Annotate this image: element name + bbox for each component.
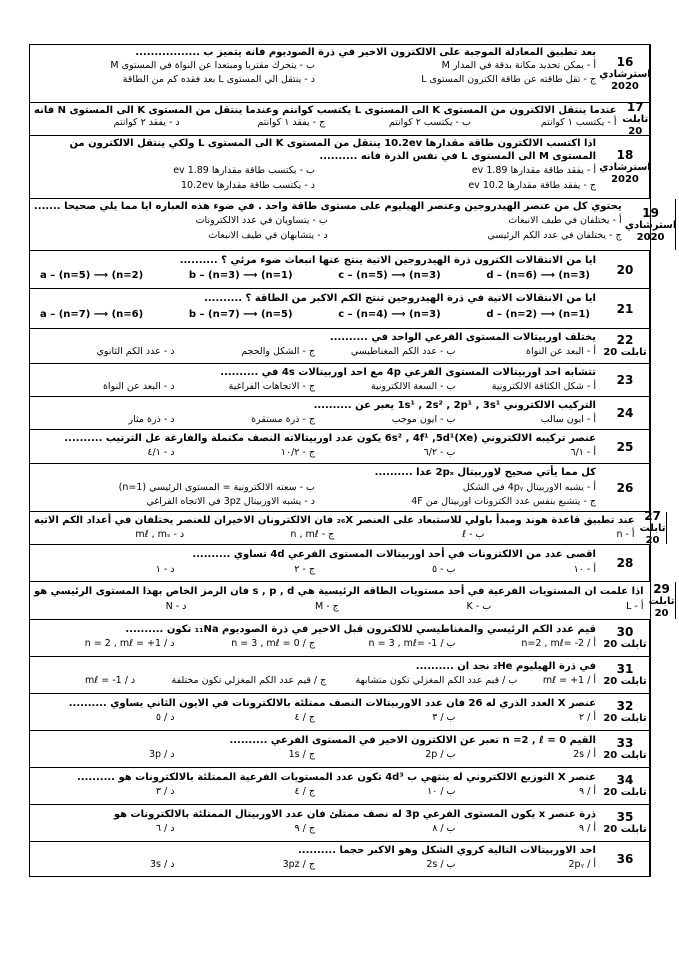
option-c: ج - ذرة مستقرة (251, 414, 315, 425)
question-stem: عنصر تركيبه الالكتروني (Xe)6s² , 4f¹ ,5d¹ يكون عدد اوربيتالاته النصف مكتملة والفارغة عل الترتيب .......... (64, 433, 596, 444)
question-row-31 (30, 657, 650, 694)
question-stem: اقصى عدد من الالكترونات في أحد اوربيتالات المستوى الفرعي 4d تساوي .......... (192, 549, 596, 560)
question-row-18 (30, 136, 650, 199)
question-number: 29 (653, 581, 670, 596)
question-stem: في ذرة الهيليوم ₂He نجد ان .......... (415, 661, 596, 672)
option-d: د / n = 2 , mℓ = +1 (84, 638, 175, 649)
question-stem: اذا اكتسب الالكترون طاقة مقدارها 10.2ev ينتقل من المستوى K الى المستوى L ولكي ينتقل الالكترون من المستوى M الى المستوى L في نفس الذرة فانه .......... (69, 138, 596, 162)
question-row-25 (30, 430, 650, 464)
question-body (30, 430, 601, 463)
question-body (30, 768, 601, 804)
question-body (30, 694, 601, 730)
option-d: د - يتشابهان في طيف الانبعاث (208, 230, 328, 241)
question-row-36 (30, 842, 650, 876)
option-b: ب - يكتسب طاقة مقدارها 1.89 ev (173, 165, 315, 176)
question-body (30, 364, 601, 396)
question-row-26 (30, 464, 650, 512)
question-number-cell (601, 251, 650, 288)
question-source-tag: تابلت 20 (603, 676, 647, 687)
question-stem: تتشابه احد اوربيتالات المستوى الفرعي 4p مع احد اوربيتالات 4s في .......... (220, 367, 596, 378)
option-a: أ / ٩ (579, 786, 596, 797)
option-c: ج - ٢ (294, 564, 315, 575)
option-d: د - ١ (155, 564, 175, 575)
transition-d: d – (n=6) ⟶ (n=3) (486, 270, 590, 281)
question-stem: قيم عدد الكم الرئيسي والمغناطيسي للالكترون قبل الاخير في ذرة الصوديوم ₁₁Na تكون .......... (125, 624, 596, 635)
question-row-16 (30, 45, 650, 103)
option-a: أ / mℓ = +1 (542, 675, 596, 686)
question-body (30, 251, 601, 288)
question-row-33 (30, 731, 650, 768)
question-number-cell (601, 657, 650, 693)
options (34, 117, 617, 129)
transition-c: c – (n=5) ⟶ (n=3) (338, 270, 441, 281)
option-a: أ / 2pᵧ (568, 859, 596, 870)
option-a: أ - ايون سالب (540, 414, 596, 425)
question-number: 22 (616, 333, 634, 347)
question-number: 19 (642, 205, 659, 220)
option-a: أ / ٩ (579, 823, 596, 834)
question-source-tag: استرشادي 2020 (624, 219, 677, 243)
transition-b: b – (n=7) ⟶ (n=5) (188, 309, 293, 320)
option-a: أ - شكل الكثافة الالكترونية (491, 381, 596, 392)
option-c: ج / ٩ (294, 823, 315, 834)
options (34, 381, 596, 393)
options (34, 447, 596, 459)
transition-options (34, 269, 596, 282)
option-a: أ - ٦/١ (570, 447, 596, 458)
option-c: ج / ٤ (294, 712, 315, 723)
question-stem: كل مما يأتي صحيح لاوربيتال 2pₓ عدا .......... (374, 467, 596, 478)
question-number-cell (601, 397, 650, 429)
transition-d: d – (n=2) ⟶ (n=1) (486, 309, 590, 320)
option-a: أ - يكتسب ١ كوانتم (540, 117, 617, 128)
exam-table (29, 44, 677, 877)
question-number-cell (649, 582, 676, 619)
options (34, 859, 596, 871)
question-number: 30 (616, 625, 634, 639)
question-number: 21 (616, 301, 634, 316)
question-row-22 (30, 329, 650, 364)
question-stem: احد الاوربيتالات التالية كروي الشكل وهو الاكبر حجما .......... (298, 845, 596, 856)
question-body (30, 464, 601, 511)
question-stem: اذا علمت ان المستويات الفرعية في أحد مستويات الطاقه الرئيسية هي s , p , d فان الرمز الخاص بهذا المستوى الرئيسي هو (34, 586, 644, 597)
question-number-cell (601, 620, 650, 656)
options (34, 601, 644, 613)
question-body (30, 45, 601, 102)
option-d: د / ٣ (155, 786, 175, 797)
question-body (30, 657, 601, 693)
question-number-cell (601, 430, 650, 463)
question-row-19 (30, 199, 677, 251)
transition-a: a – (n=5) ⟶ (n=2) (40, 270, 144, 281)
option-a: أ - يشبه الاوربيتال 4pᵧ في الشكل (462, 482, 596, 493)
question-stem: عندما ينتقل الالكترون من المستوى K الى المستوى L يكتسب كوانتم وعندما ينتقل من المستوى K الى المستوى N فانه (34, 105, 617, 116)
question-body (30, 329, 601, 363)
question-number-cell (601, 289, 650, 328)
question-source-tag: تابلت 20 (603, 750, 647, 761)
options (34, 712, 596, 724)
option-b: ب / 2p (425, 749, 456, 760)
question-source-tag: تابلت 20 (603, 639, 647, 650)
option-d: د - عدد الكم الثانوي (96, 346, 175, 357)
option-c: ج - الشكل والحجم (241, 346, 315, 357)
question-number-cell (601, 329, 650, 363)
option-d: د - ينتقل الي المستوى L بعد فقده كم من الطاقة (122, 74, 315, 85)
option-b: ب - يكتسب ٢ كوانتم (388, 117, 471, 128)
options (34, 675, 596, 687)
option-d: د - البعد عن النواة (102, 381, 175, 392)
option-b: ب - عدد الكم المغناطيسي (350, 346, 456, 357)
question-number: 24 (616, 406, 634, 420)
option-d: د / 3p (148, 749, 175, 760)
option-b: ب - السعة الالكترونية (370, 381, 456, 392)
option-b: ب - ٥ (431, 564, 456, 575)
question-row-30 (30, 620, 650, 657)
question-row-27 (30, 509, 666, 546)
option-c: ج - يختلفان في عدد الكم الرئيسي (487, 230, 622, 241)
question-source-tag: تابلت 20 (603, 787, 647, 798)
question-body (30, 199, 627, 250)
option-d: د - يشبه الاوربيتال 3pz في الاتجاه الفراغي (146, 496, 315, 507)
question-number: 32 (616, 699, 634, 713)
question-row-20 (30, 251, 650, 289)
question-row-23 (30, 364, 650, 397)
option-a: أ - n (616, 529, 635, 540)
question-row-29 (30, 581, 675, 620)
question-source-tag: تابلت 20 (603, 713, 647, 724)
option-a: أ - يختلفان في طيف الانبعاث (508, 215, 622, 226)
option-a: أ - يفقد طاقة مقدارها 1.89 ev (471, 165, 596, 176)
option-d: د - ٤/١ (147, 447, 175, 458)
option-a: أ / 2s (573, 749, 596, 760)
question-row-17 (30, 100, 650, 137)
option-b: ب - ايون موجب (391, 414, 456, 425)
question-number-cell (601, 768, 650, 804)
question-number: 16 (616, 54, 634, 69)
option-d: د / 3s (150, 859, 175, 870)
option-b: ب / قيم عدد الكم المغزلي تكون متشابهة (355, 675, 518, 686)
option-c: ج - يفقد طاقة مقدارها 10.2 ev (468, 180, 596, 191)
question-stem: بعد تطبيق المعادلة الموجبة على الالكترون الاخير في ذرة الصوديوم فانه يتميز ب ................. (135, 47, 596, 58)
question-number: 27 (644, 509, 661, 523)
question-stem: يحتوي كل من عنصر الهيدروجين وعنصر الهيليوم على مستوى طاقة واحد . في ضوء هذه العباره ايا مما يلي صحيحا ....... (34, 201, 622, 212)
question-number-cell (624, 199, 677, 250)
option-a: أ - يمكن تحديد مكانة بدقة في المدار M (441, 60, 596, 71)
question-number: 35 (616, 810, 634, 824)
question-row-34 (30, 768, 650, 805)
question-stem: التركيب الالكتروني 1s¹ , 2s² , 2p¹ , 3s¹ يعبر عن .......... (313, 400, 596, 411)
options (34, 749, 596, 761)
question-number: 18 (616, 148, 634, 162)
question-row-35 (30, 805, 650, 842)
transition-a: a – (n=7) ⟶ (n=6) (40, 309, 144, 320)
question-source-tag: استرشادي 2020 (599, 162, 651, 185)
question-body (30, 512, 640, 544)
option-d: د / mℓ = -1 (85, 675, 136, 686)
question-number: 20 (616, 262, 634, 277)
transition-c: c – (n=4) ⟶ (n=3) (338, 309, 441, 320)
question-number: 26 (616, 480, 634, 495)
question-number-cell (622, 100, 650, 137)
option-b: ب - سعته الالكترونية = المستوى الرئيسي (n=1) (118, 482, 315, 493)
question-number-cell (639, 509, 667, 546)
question-number-cell (601, 731, 650, 767)
option-c: ج - M (314, 601, 339, 612)
question-number: 36 (616, 852, 634, 866)
options (34, 786, 596, 798)
option-b: ب / ٣ (432, 712, 456, 723)
question-number-cell (601, 364, 650, 396)
question-source-tag: تابلت 20 (648, 595, 675, 619)
question-row-28 (30, 545, 650, 582)
question-body (30, 103, 622, 135)
question-number: 28 (616, 556, 634, 570)
option-b: ب - يتساويان في عدد الالكترونات (195, 215, 328, 226)
option-a: أ / n=2 , mℓ= -2 (521, 638, 596, 649)
option-d: د - يكتسب طاقة مقدارها 10.2ev (180, 180, 315, 191)
option-b: ب - يتحرك مقتربا ومبتعدا عن النواة في المستوى M (110, 60, 315, 71)
option-c: ج - يتشبع بنفس عدد الكترونات اوربيتال من 4F (411, 496, 596, 507)
options (34, 59, 596, 87)
question-stem: عنصر X العدد الذري له 26 فان عدد الاوربيتالات النصف ممتلئه بالالكترونات في الايون الثاني يساوي .......... (68, 698, 596, 709)
question-source-tag: تابلت 20 (639, 523, 666, 546)
options (34, 414, 596, 426)
option-a: أ / ٢ (579, 712, 596, 723)
question-stem: القيم n =2 , ℓ = 0 تعبر عن الالكترون الاخير في المستوى الفرعي .......... (229, 735, 596, 746)
options (34, 481, 596, 509)
option-c: ج / 3pz (282, 859, 315, 870)
option-d: د / ٦ (155, 823, 175, 834)
question-body (30, 731, 601, 767)
question-number: 17 (626, 100, 644, 114)
option-c: ج / ٤ (294, 786, 315, 797)
question-number-cell (601, 136, 650, 198)
question-body (30, 805, 601, 841)
question-stem: ايا من الانتقالات الاتية في ذرة الهيدروجين تنتج الكم الاكبر من الطاقة ؟ .......... (204, 293, 596, 304)
option-b: ب - K (466, 601, 492, 612)
question-body (30, 582, 649, 619)
question-stem: ذرة عنصر x يكون المستوى الفرعي 3p له نصف ممتلئ فان عدد الاوربيتال الممتلئة بالالكترونات هو (113, 809, 596, 820)
question-number: 31 (616, 662, 634, 676)
question-number-cell (601, 805, 650, 841)
question-body (30, 136, 601, 198)
option-c: ج - يفقد ١ كوانتم (257, 117, 326, 128)
option-d: د - mℓ , mₛ (135, 529, 185, 540)
option-d: د - N (165, 601, 187, 612)
option-a: أ - L (626, 601, 644, 612)
option-a: أ - البعد عن النواة (526, 346, 596, 357)
question-row-32 (30, 694, 650, 731)
option-b: ب / 2s (426, 859, 456, 870)
option-c: ج - تقل طاقته عن طاقة الكترون المستوى L (421, 74, 596, 85)
options (34, 163, 596, 193)
question-source-tag: استرشادي 2020 (599, 68, 651, 92)
option-b: ب - ٦/٢ (423, 447, 456, 458)
question-number-cell (601, 842, 650, 876)
option-c: ج / 1s (288, 749, 315, 760)
question-number: 34 (616, 773, 634, 787)
option-c: ج / n = 3 , mℓ = 0 (231, 638, 315, 649)
option-d: د - يفقد ٢ كوانتم (113, 117, 180, 128)
question-stem: عنصر X التوزيع الالكتروني له ينتهي ب 4d³ تكون عدد المستويات الفرعية الممتلئة بالالكترونات هو .......... (76, 772, 596, 783)
question-body (30, 545, 601, 581)
question-number: 33 (616, 736, 634, 750)
question-source-tag: تابلت 20 (622, 114, 649, 137)
options (34, 346, 596, 358)
question-stem: عند تطبيق قاعدة هوند ومبدأ باولي للاستبعاد على العنصر ₂₆X فان الالكترونان الاخيران للعنصر يختلفان في أعداد الكم الاتيه (34, 515, 635, 526)
options (34, 638, 596, 650)
option-d: د - ذرة مثار (128, 414, 175, 425)
question-body (30, 289, 601, 328)
option-c: ج - الاتجاهات الفراغية (228, 381, 315, 392)
question-stem: يختلف اوربيتالات المستوى الفرعي الواحد في .......... (329, 332, 596, 343)
transition-options (34, 308, 596, 321)
options (34, 529, 635, 541)
question-row-21 (30, 289, 650, 329)
question-source-tag: تابلت 20 (603, 824, 647, 835)
options (34, 213, 622, 243)
question-body (30, 620, 601, 656)
option-c: ج - ١٠/٢ (280, 447, 315, 458)
question-number-cell (601, 545, 650, 581)
transition-b: b – (n=3) ⟶ (n=1) (188, 270, 293, 281)
question-row-24 (30, 397, 650, 430)
question-number-cell (601, 45, 650, 102)
question-number: 23 (616, 373, 634, 387)
options (34, 823, 596, 835)
option-b: ب / ١٠ (427, 786, 456, 797)
option-b: ب / n = 3 , mℓ= -1 (368, 638, 456, 649)
question-source-tag: تابلت 20 (603, 347, 647, 358)
option-b: ب - ℓ (462, 529, 485, 540)
question-number: 25 (616, 439, 634, 454)
question-body (30, 842, 601, 876)
question-number-cell (601, 694, 650, 730)
option-b: ب / ٨ (432, 823, 456, 834)
question-body (30, 397, 601, 429)
question-number-cell (601, 464, 650, 511)
question-stem: ايا من الانتقالات الكترون ذرة الهيدروجين الاتية ينتج عنها انبعاث ضوء مرئي ؟ .......... (179, 255, 596, 266)
option-c: ج / قيم عدد الكم المغزلي تكون مختلفة (171, 675, 327, 686)
option-a: أ - ١٠ (573, 564, 596, 575)
option-c: ج - n , mℓ (290, 529, 335, 540)
option-d: د / ٥ (155, 712, 175, 723)
options (34, 564, 596, 576)
